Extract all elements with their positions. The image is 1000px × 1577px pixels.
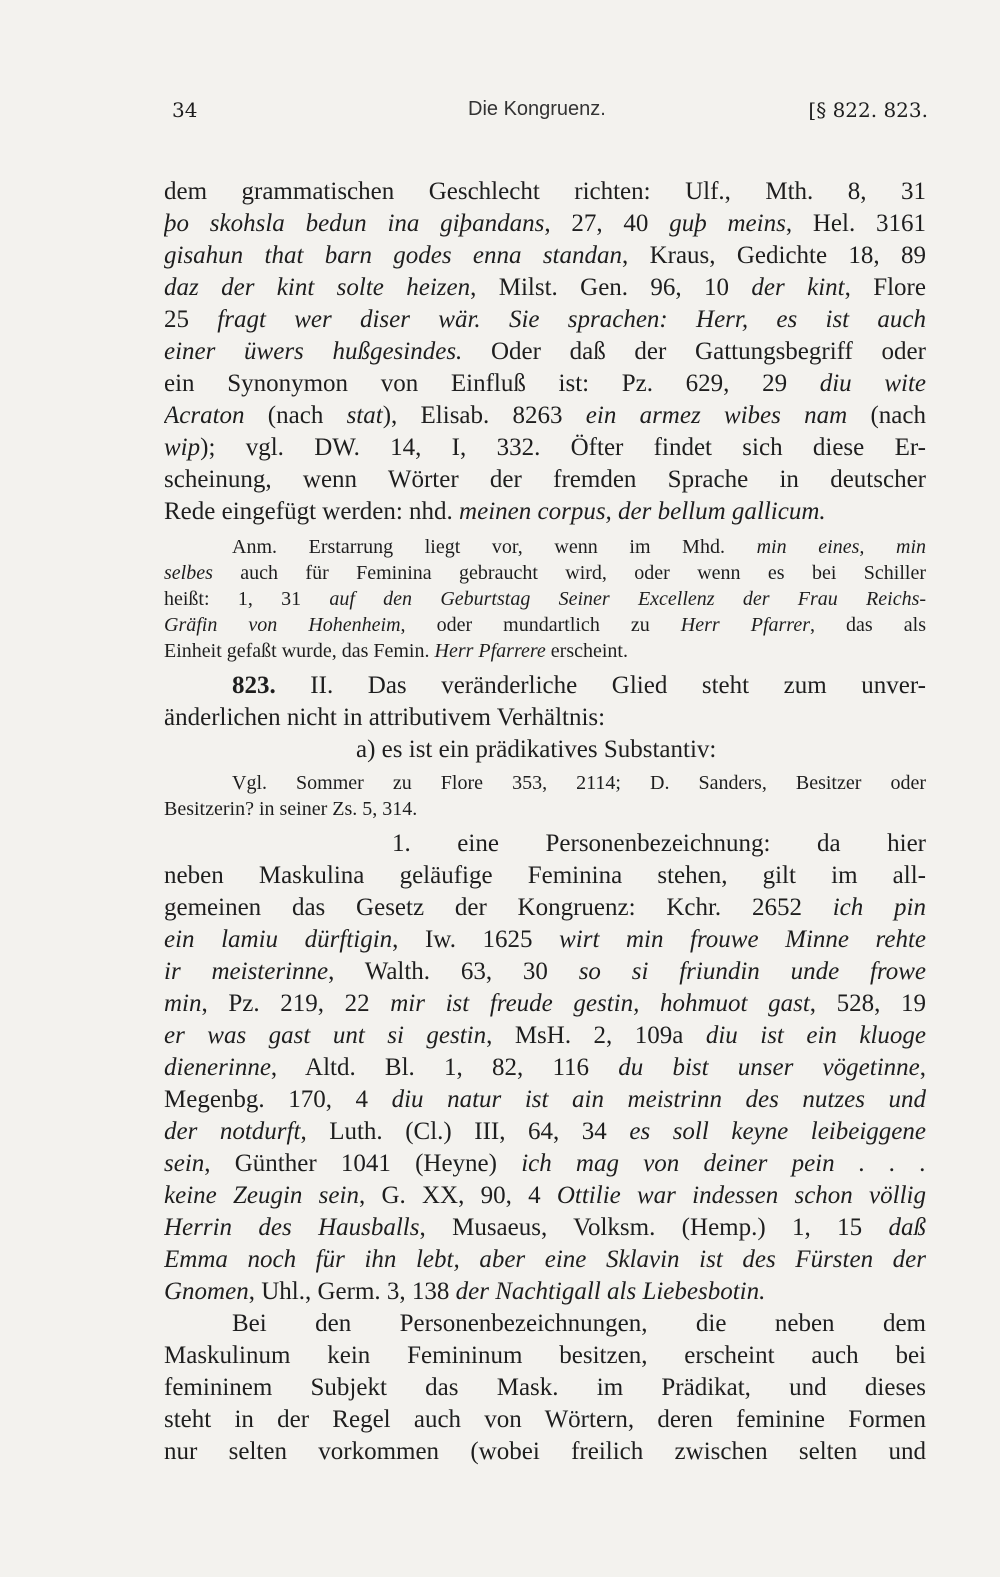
text-line bbox=[164, 1404, 926, 1436]
text-run: , Hel. 3161 bbox=[785, 210, 926, 237]
text-run: II. Das veränderliche Glied steht zum unver- bbox=[275, 672, 926, 699]
page-title: Die Kongruenz. bbox=[468, 98, 606, 120]
text-run: Anm. Erstarrung liegt vor, wenn im Mhd. bbox=[232, 536, 757, 558]
text-line bbox=[164, 464, 926, 496]
text-line bbox=[164, 1180, 926, 1212]
text-run: , Pz. 219, 22 bbox=[201, 990, 391, 1017]
note-line bbox=[164, 638, 926, 664]
text-run: , das als bbox=[810, 614, 926, 636]
text-run: ein Synonymon von Einfluß ist: Pz. 629, 29 bbox=[164, 370, 820, 397]
text-run: , MsH. 2, 109a bbox=[486, 1022, 706, 1049]
text-run: Oder daß der Gattungsbegriff oder bbox=[462, 338, 926, 365]
quoted-text: der notdurft bbox=[164, 1118, 301, 1145]
text-line bbox=[164, 702, 926, 734]
text-run: 1. eine Personenbezeichnung: da hier bbox=[392, 830, 926, 857]
quoted-text: du bist unser vögetinne bbox=[618, 1054, 920, 1081]
text-line bbox=[164, 336, 926, 368]
quoted-text: min eines, min bbox=[756, 536, 926, 558]
quoted-text: Herr Pfarrer bbox=[680, 614, 810, 636]
quoted-text: er was gast unt si gestin bbox=[164, 1022, 487, 1049]
text-line bbox=[164, 208, 926, 240]
text-run: neben Maskulina geläufige Feminina stehen, gilt im all- bbox=[164, 862, 926, 889]
text-line bbox=[392, 828, 926, 860]
text-run: änderlichen nicht in attributivem Verhältnis: bbox=[164, 704, 606, 731]
quoted-text: diu natur ist ain meistrinn des nutzes und bbox=[391, 1086, 926, 1113]
text-line bbox=[164, 1212, 926, 1244]
quoted-text: Gräfin von Hohenheim bbox=[164, 614, 401, 636]
text-run: 25 bbox=[164, 306, 218, 333]
section-number: 823. bbox=[232, 672, 276, 699]
text-run: , Flore bbox=[844, 274, 926, 301]
quoted-text: diu ist ein kluoge bbox=[705, 1022, 926, 1049]
text-line bbox=[164, 304, 926, 336]
text-line bbox=[164, 368, 926, 400]
quoted-text: meinen corpus, der bellum gallicum. bbox=[459, 498, 826, 525]
note-line bbox=[164, 586, 926, 612]
text-line bbox=[164, 1340, 926, 1372]
quoted-text: ich mag von deiner pein . . . bbox=[521, 1150, 926, 1177]
text-line bbox=[164, 272, 926, 304]
quoted-text: guþ meins bbox=[669, 210, 786, 237]
text-run: a) es ist ein prädikatives Substantiv: bbox=[356, 736, 717, 763]
text-run: Rede eingefügt werden: nhd. bbox=[164, 498, 460, 525]
text-run: (nach bbox=[847, 402, 926, 429]
text-line bbox=[164, 1148, 926, 1180]
text-line bbox=[164, 1244, 926, 1276]
text-line bbox=[164, 988, 926, 1020]
text-line bbox=[164, 176, 926, 208]
text-run: dem grammatischen Geschlecht richten: Ulf., Mth. 8, 31 bbox=[164, 178, 926, 205]
note-line bbox=[164, 796, 926, 822]
quoted-text: es soll keyne leibeiggene bbox=[629, 1118, 926, 1145]
text-line bbox=[164, 892, 926, 924]
text-run: Vgl. Sommer zu Flore 353, 2114; D. Sanders, Besitzer oder bbox=[232, 772, 926, 794]
text-run: Maskulinum kein Femininum besitzen, erscheint auch bei bbox=[164, 1342, 926, 1369]
text-run: , 27, 40 bbox=[544, 210, 670, 237]
text-line bbox=[232, 1308, 926, 1340]
text-run: nur selten vorkommen (wobei freilich zwischen selten und bbox=[164, 1438, 926, 1465]
quoted-text: Emma noch für ihn lebt, aber eine Sklavin ist des Fürsten der bbox=[164, 1246, 926, 1273]
text-run: , Kraus, Gedichte 18, 89 bbox=[622, 242, 926, 269]
text-run: femininem Subjekt das Mask. im Prädikat, und dieses bbox=[164, 1374, 926, 1401]
text-line bbox=[164, 496, 926, 528]
text-run: , Milst. Gen. 96, 10 bbox=[470, 274, 752, 301]
page-number: 34 bbox=[172, 98, 198, 122]
text-run: , Luth. (Cl.) III, 64, 34 bbox=[300, 1118, 630, 1145]
quoted-text: ein lamiu dürftigin bbox=[164, 926, 393, 953]
text-line bbox=[164, 1020, 926, 1052]
note-line bbox=[232, 534, 926, 560]
quoted-text: Acraton bbox=[164, 402, 245, 429]
text-line bbox=[164, 860, 926, 892]
text-line bbox=[164, 1084, 926, 1116]
quoted-text: Herr Pfarrere bbox=[434, 640, 546, 662]
quoted-text: dienerinne bbox=[164, 1054, 271, 1081]
quoted-text: fragt wer diser wär. Sie sprachen: Herr, es ist auch bbox=[217, 306, 926, 333]
text-line bbox=[164, 240, 926, 272]
text-run: heißt: 1, 31 bbox=[164, 588, 330, 610]
text-run: Megenbg. 170, 4 bbox=[164, 1086, 392, 1113]
text-run: , G. XX, 90, 4 bbox=[358, 1182, 557, 1209]
text-run: ), Elisab. 8263 bbox=[382, 402, 586, 429]
quoted-text: der kint bbox=[751, 274, 845, 301]
text-run: gemeinen das Gesetz der Kongruenz: Kchr. 2652 bbox=[164, 894, 833, 921]
quoted-text: þo skohsla bedun ina giþandans bbox=[164, 210, 545, 237]
note-line bbox=[164, 612, 926, 638]
text-run: , oder mundartlich zu bbox=[400, 614, 681, 636]
text-run: , Iw. 1625 bbox=[392, 926, 560, 953]
note-line bbox=[232, 770, 926, 796]
quoted-text: ein armez wibes nam bbox=[585, 402, 848, 429]
quoted-text: selbes bbox=[164, 562, 213, 584]
quoted-text: gisahun that barn godes enna standan bbox=[164, 242, 622, 269]
text-line bbox=[164, 1052, 926, 1084]
quoted-text: einer üwers hußgesindes. bbox=[164, 338, 463, 365]
quoted-text: mir ist freude gestin, hohmuot gast bbox=[390, 990, 810, 1017]
quoted-text: ich pin bbox=[832, 894, 926, 921]
quoted-text: stat bbox=[346, 402, 383, 429]
quoted-text: wirt min frouwe Minne rehte bbox=[559, 926, 926, 953]
text-run: auch für Feminina gebraucht wird, oder wenn es bei Schiller bbox=[212, 562, 926, 584]
text-run: , bbox=[919, 1054, 926, 1081]
quoted-text: diu wite bbox=[819, 370, 926, 397]
text-line bbox=[164, 1372, 926, 1404]
text-run: , Uhl., Germ. 3, 138 bbox=[248, 1278, 456, 1305]
text-line bbox=[164, 924, 926, 956]
text-run: Bei den Personenbezeichnungen, die neben dem bbox=[232, 1310, 926, 1337]
text-run: scheinung, wenn Wörter der fremden Sprache in deutscher bbox=[164, 466, 926, 493]
quoted-text: so si friundin unde frowe bbox=[578, 958, 926, 985]
section-reference: [§ 822. 823. bbox=[808, 98, 928, 122]
quoted-text: wip bbox=[164, 434, 201, 461]
quoted-text: Herrin des Hausballs bbox=[164, 1214, 420, 1241]
text-run: Einheit gefaßt wurde, das Femin. bbox=[164, 640, 435, 662]
text-line bbox=[164, 1436, 926, 1468]
quoted-text: ir meisterinne bbox=[164, 958, 329, 985]
section-heading-line bbox=[232, 670, 926, 702]
text-run: steht in der Regel auch von Wörtern, deren feminine Formen bbox=[164, 1406, 926, 1433]
quoted-text: auf den Geburtstag Seiner Excellenz der Frau Reichs- bbox=[329, 588, 926, 610]
text-run: , Musaeus, Volksm. (Hemp.) 1, 15 bbox=[419, 1214, 889, 1241]
quoted-text: keine Zeugin sein bbox=[164, 1182, 359, 1209]
text-run: (nach bbox=[244, 402, 347, 429]
quoted-text: daß bbox=[888, 1214, 926, 1241]
text-run: , Altd. Bl. 1, 82, 116 bbox=[270, 1054, 619, 1081]
quoted-text: min bbox=[164, 990, 202, 1017]
text-line bbox=[164, 400, 926, 432]
quoted-text: der Nachtigall als Liebesbotin. bbox=[455, 1278, 766, 1305]
text-line bbox=[164, 1116, 926, 1148]
text-run: Besitzerin? in seiner Zs. 5, 314. bbox=[164, 798, 418, 820]
quoted-text: Gnomen bbox=[164, 1278, 249, 1305]
text-line bbox=[164, 956, 926, 988]
running-header bbox=[168, 98, 928, 130]
text-run: , 528, 19 bbox=[809, 990, 926, 1017]
quoted-text: daz der kint solte heizen bbox=[164, 274, 471, 301]
text-run: ); vgl. DW. 14, I, 332. Öfter findet sich diese Er- bbox=[200, 434, 926, 461]
text-run: , Günther 1041 (Heyne) bbox=[204, 1150, 522, 1177]
text-line bbox=[164, 432, 926, 464]
text-run: , Walth. 63, 30 bbox=[328, 958, 579, 985]
quoted-text: sein bbox=[164, 1150, 205, 1177]
quoted-text: Ottilie war indessen schon völlig bbox=[556, 1182, 926, 1209]
text-line bbox=[356, 734, 926, 766]
note-line bbox=[164, 560, 926, 586]
text-run: erscheint. bbox=[545, 640, 628, 662]
text-line bbox=[164, 1276, 926, 1308]
